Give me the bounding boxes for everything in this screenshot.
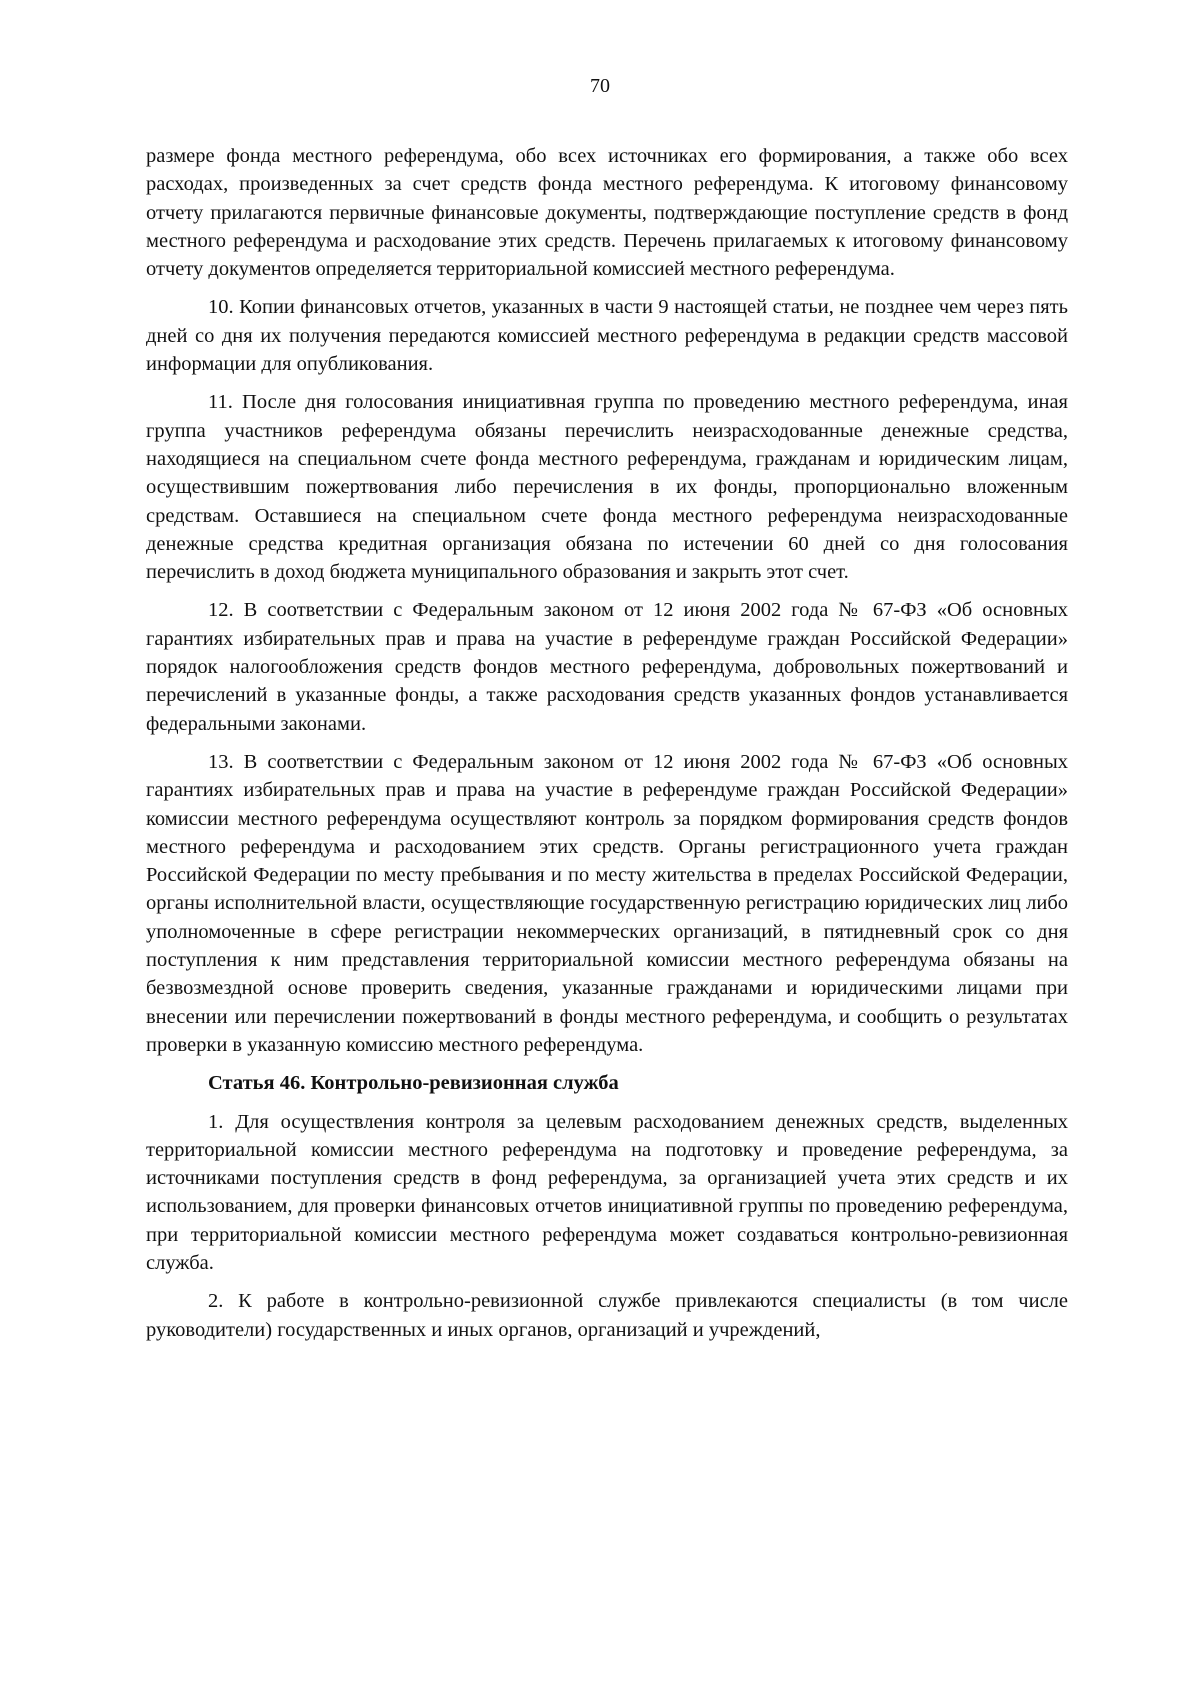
paragraph-12: 12. В соответствии с Федеральным законом от 12 июня 2002 года № 67-ФЗ «Об основных гарантиях избирательных прав и права на участие в референдуме граждан Российской Федерации» порядок налогообложения средств фондов местного референдума, добровольных пожертвований и перечислений в указанные фонды, а также расходования средств указанных фондов устанавливается федеральными законами.: [146, 599, 1068, 735]
paragraph-continuation: размере фонда местного референдума, обо всех источниках его формирования, а также обо всех расходах, произведенных за счет средств фонда местного референдума. К итоговому финансовому отчету прилагаются первичные финансовые документы, подтверждающие поступление средств в фонд местного референдума и расходование этих средств. Перечень прилагаемых к итоговому финансовому отчету документов определяется территориальной комиссией местного референдума.: [146, 145, 1068, 281]
paragraph-11: 11. После дня голосования инициативная группа по проведению местного референдума, иная группа участников референдума обязаны перечислить неизрасходованные денежные средства, находящиеся на специальном счете фонда местного референдума, гражданам и юридическим лицам, осуществившим пожертвования либо перечисления в их фонды, пропорционально вложенным средствам. Оставшиеся на специальном счете фонда местного референдума неизрасходованные денежные средства кредитная организация обязана по истечении 60 дней со дня голосования перечислить в доход бюджета муниципального образования и закрыть этот счет.: [146, 391, 1068, 584]
document-body: [146, 142, 1068, 1344]
page-number: 70: [590, 75, 610, 97]
article-46-paragraph-2: 2. К работе в контрольно-ревизионной службе привлекаются специалисты (в том числе руководители) государственных и иных органов, организаций и учреждений,: [146, 1290, 1068, 1341]
article-46-paragraph-1: 1. Для осуществления контроля за целевым расходованием денежных средств, выделенных территориальной комиссии местного референдума на подготовку и проведение референдума, за источниками поступления средств в фонд референдума, за организацией учета этих средств и их использованием, для проверки финансовых отчетов инициативной группы по проведению референдума, при территориальной комиссии местного референдума может создаваться контрольно-ревизионная служба.: [146, 1110, 1068, 1274]
article-heading: Статья 46. Контрольно-ревизионная служба: [208, 1072, 619, 1095]
paragraph-13: 13. В соответствии с Федеральным законом от 12 июня 2002 года № 67-ФЗ «Об основных гарантиях избирательных прав и права на участие в референдуме граждан Российской Федерации» комиссии местного референдума осуществляют контроль за порядком формирования средств фондов местного референдума и расходованием этих средств. Органы регистрационного учета граждан Российской Федерации по месту пребывания и по месту жительства в пределах Российской Федерации, органы исполнительной власти, осуществляющие государственную регистрацию юридических лиц либо уполномоченные в сфере регистрации некоммерческих организаций, в пятидневный срок со дня поступления к ним представления территориальной комиссии местного референдума обязаны на безвозмездной основе проверить сведения, указанные гражданами и юридическими лицами при внесении или перечислении пожертвований в фонды местного референдума, и сообщить о результатах проверки в указанную комиссию местного референдума.: [146, 750, 1068, 1056]
paragraph-10: 10. Копии финансовых отчетов, указанных в части 9 настоящей статьи, не позднее чем через пять дней со дня их получения передаются комиссией местного референдума в редакции средств массовой информации для опубликования.: [146, 296, 1068, 376]
